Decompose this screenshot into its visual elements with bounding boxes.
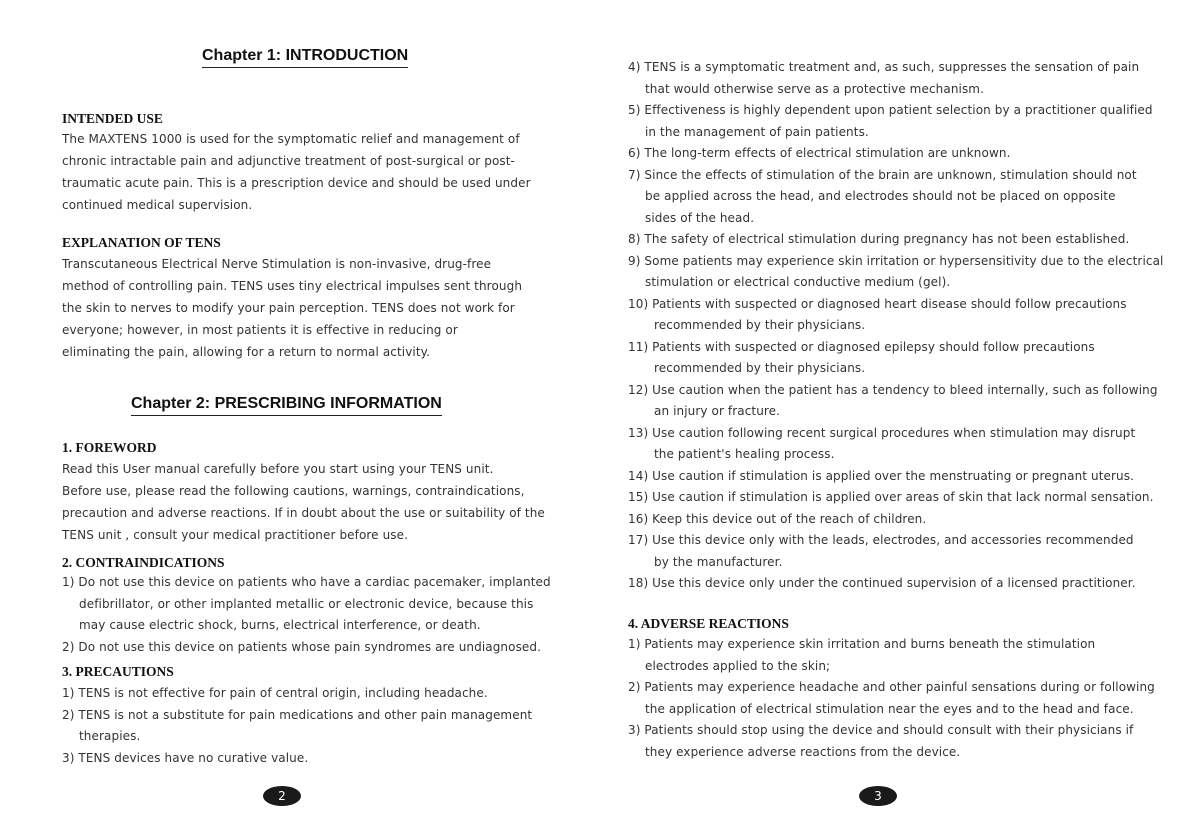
text-line: method of controlling pain. TENS uses tiny electrical impulses sent through xyxy=(62,279,523,293)
text-line: 10) Patients with suspected or diagnosed heart disease should follow precautions xyxy=(628,296,1127,311)
text-line: 9) Some patients may experience skin irritation or hypersensitivity due to the electrical xyxy=(628,253,1164,268)
text-line: the skin to nerves to modify your pain perception. TENS does not work for xyxy=(62,301,515,315)
explanation-heading: EXPLANATION OF TENS xyxy=(62,235,221,250)
text-line: traumatic acute pain. This is a prescription device and should be used under xyxy=(62,176,531,190)
list-item xyxy=(628,573,1163,595)
foreword-paragraph xyxy=(62,458,545,546)
list-item xyxy=(628,165,1163,230)
text-line: continued medical supervision. xyxy=(62,198,253,212)
text-line: therapies. xyxy=(79,729,141,743)
text-line: by the manufacturer. xyxy=(654,554,783,569)
text-line: 1) Do not use this device on patients who have a cardiac pacemaker, implanted xyxy=(62,575,551,589)
text-line: an injury or fracture. xyxy=(654,404,781,418)
list-item xyxy=(628,634,1155,677)
text-line: 2) TENS is not a substitute for pain medications and other pain management xyxy=(62,707,533,722)
precautions-continued-list xyxy=(628,57,1163,595)
text-line: defibrillator, or other implanted metallic or electronic device, because this xyxy=(79,596,534,611)
explanation-paragraph xyxy=(62,253,522,363)
list-item xyxy=(62,572,551,637)
list-item xyxy=(628,380,1163,423)
text-line: 4) TENS is a symptomatic treatment and, as such, suppresses the sensation of pain xyxy=(628,60,1140,74)
left-page xyxy=(0,0,595,839)
list-item xyxy=(628,229,1163,251)
text-line: Before use, please read the following cautions, warnings, contraindications, xyxy=(62,484,525,498)
precautions-heading: 3. PRECAUTIONS xyxy=(62,664,174,679)
text-line: The MAXTENS 1000 is used for the symptomatic relief and management of xyxy=(62,132,520,146)
text-line: 12) Use caution when the patient has a tendency to bleed internally, such as following xyxy=(628,382,1158,397)
contraindications-heading: 2. CONTRAINDICATIONS xyxy=(62,555,225,570)
text-line: 15) Use caution if stimulation is applied over areas of skin that lack normal sensation. xyxy=(628,490,1154,504)
adverse-reactions-list xyxy=(628,634,1155,763)
text-line: 2) Patients may experience headache and other painful sensations during or following xyxy=(628,680,1155,694)
text-line: 8) The safety of electrical stimulation during pregnancy has not been established. xyxy=(628,232,1130,246)
text-line: 13) Use caution following recent surgical procedures when stimulation may disrupt xyxy=(628,425,1136,440)
list-item xyxy=(628,294,1163,337)
text-line: 3) TENS devices have no curative value. xyxy=(62,750,309,765)
text-line: 1) TENS is not effective for pain of central origin, including headache. xyxy=(62,686,488,700)
list-item xyxy=(628,487,1163,509)
text-line: everyone; however, in most patients it is effective in reducing or xyxy=(62,323,458,337)
list-item xyxy=(628,100,1163,143)
text-line: in the management of pain patients. xyxy=(645,124,869,139)
text-line: 16) Keep this device out of the reach of children. xyxy=(628,511,927,526)
foreword-heading: 1. FOREWORD xyxy=(62,440,157,455)
text-line: 17) Use this device only with the leads, electrodes, and accessories recommended xyxy=(628,533,1134,547)
list-item xyxy=(628,251,1163,294)
text-line: sides of the head. xyxy=(645,210,755,225)
text-line: 6) The long-term effects of electrical stimulation are unknown. xyxy=(628,146,1011,160)
text-line: 5) Effectiveness is highly dependent upon patient selection by a practitioner qualified xyxy=(628,103,1153,117)
list-item xyxy=(62,637,551,659)
list-item xyxy=(628,677,1155,720)
right-page xyxy=(595,0,1191,839)
list-item xyxy=(62,705,532,748)
text-line: 7) Since the effects of stimulation of the brain are unknown, stimulation should not xyxy=(628,167,1137,182)
text-line: they experience adverse reactions from the device. xyxy=(645,744,961,759)
text-line: the patient's healing process. xyxy=(654,447,835,461)
list-item xyxy=(628,530,1163,573)
text-line: recommended by their physicians. xyxy=(654,361,866,375)
list-item xyxy=(62,683,532,705)
list-item xyxy=(628,423,1163,466)
text-line: that would otherwise serve as a protective mechanism. xyxy=(645,81,985,96)
adverse-reactions-heading: 4. ADVERSE REACTIONS xyxy=(628,616,789,631)
contraindications-list xyxy=(62,572,551,658)
list-item xyxy=(62,748,532,770)
list-item xyxy=(628,57,1163,100)
text-line: Read this User manual carefully before you start using your TENS unit. xyxy=(62,462,494,476)
text-line: chronic intractable pain and adjunctive treatment of post-surgical or post- xyxy=(62,154,515,168)
text-line: Transcutaneous Electrical Nerve Stimulation is non-invasive, drug-free xyxy=(62,257,492,271)
page-number-badge: 3 xyxy=(859,786,897,806)
chapter-1-title: Chapter 1: INTRODUCTION xyxy=(202,46,408,68)
text-line: 3) Patients should stop using the device and should consult with their physicians if xyxy=(628,723,1134,737)
text-line: 18) Use this device only under the continued supervision of a licensed practitioner. xyxy=(628,576,1136,590)
chapter-2-title: Chapter 2: PRESCRIBING INFORMATION xyxy=(131,394,442,416)
intended-use-heading: INTENDED USE xyxy=(62,111,163,126)
precautions-list xyxy=(62,683,532,769)
text-line: TENS unit , consult your medical practitioner before use. xyxy=(62,528,409,542)
text-line: 1) Patients may experience skin irritation and burns beneath the stimulation xyxy=(628,637,1096,651)
text-line: electrodes applied to the skin; xyxy=(645,658,831,673)
list-item xyxy=(628,337,1163,380)
text-line: recommended by their physicians. xyxy=(654,318,866,332)
list-item xyxy=(628,720,1155,763)
text-line: may cause electric shock, burns, electrical interference, or death. xyxy=(79,618,481,632)
text-line: stimulation or electrical conductive medium (gel). xyxy=(645,275,951,289)
list-item xyxy=(628,509,1163,531)
text-line: 11) Patients with suspected or diagnosed epilepsy should follow precautions xyxy=(628,339,1095,354)
list-item xyxy=(628,466,1163,488)
text-line: the application of electrical stimulation near the eyes and to the head and face. xyxy=(645,701,1134,716)
text-line: 2) Do not use this device on patients whose pain syndromes are undiagnosed. xyxy=(62,639,542,654)
text-line: precaution and adverse reactions. If in doubt about the use or suitability of the xyxy=(62,506,545,520)
text-line: be applied across the head, and electrodes should not be placed on opposite xyxy=(645,189,1116,203)
text-line: eliminating the pain, allowing for a return to normal activity. xyxy=(62,345,431,359)
list-item xyxy=(628,143,1163,165)
intended-use-paragraph xyxy=(62,128,531,216)
page-number-badge: 2 xyxy=(263,786,301,806)
text-line: 14) Use caution if stimulation is applied over the menstruating or pregnant uterus. xyxy=(628,468,1135,483)
